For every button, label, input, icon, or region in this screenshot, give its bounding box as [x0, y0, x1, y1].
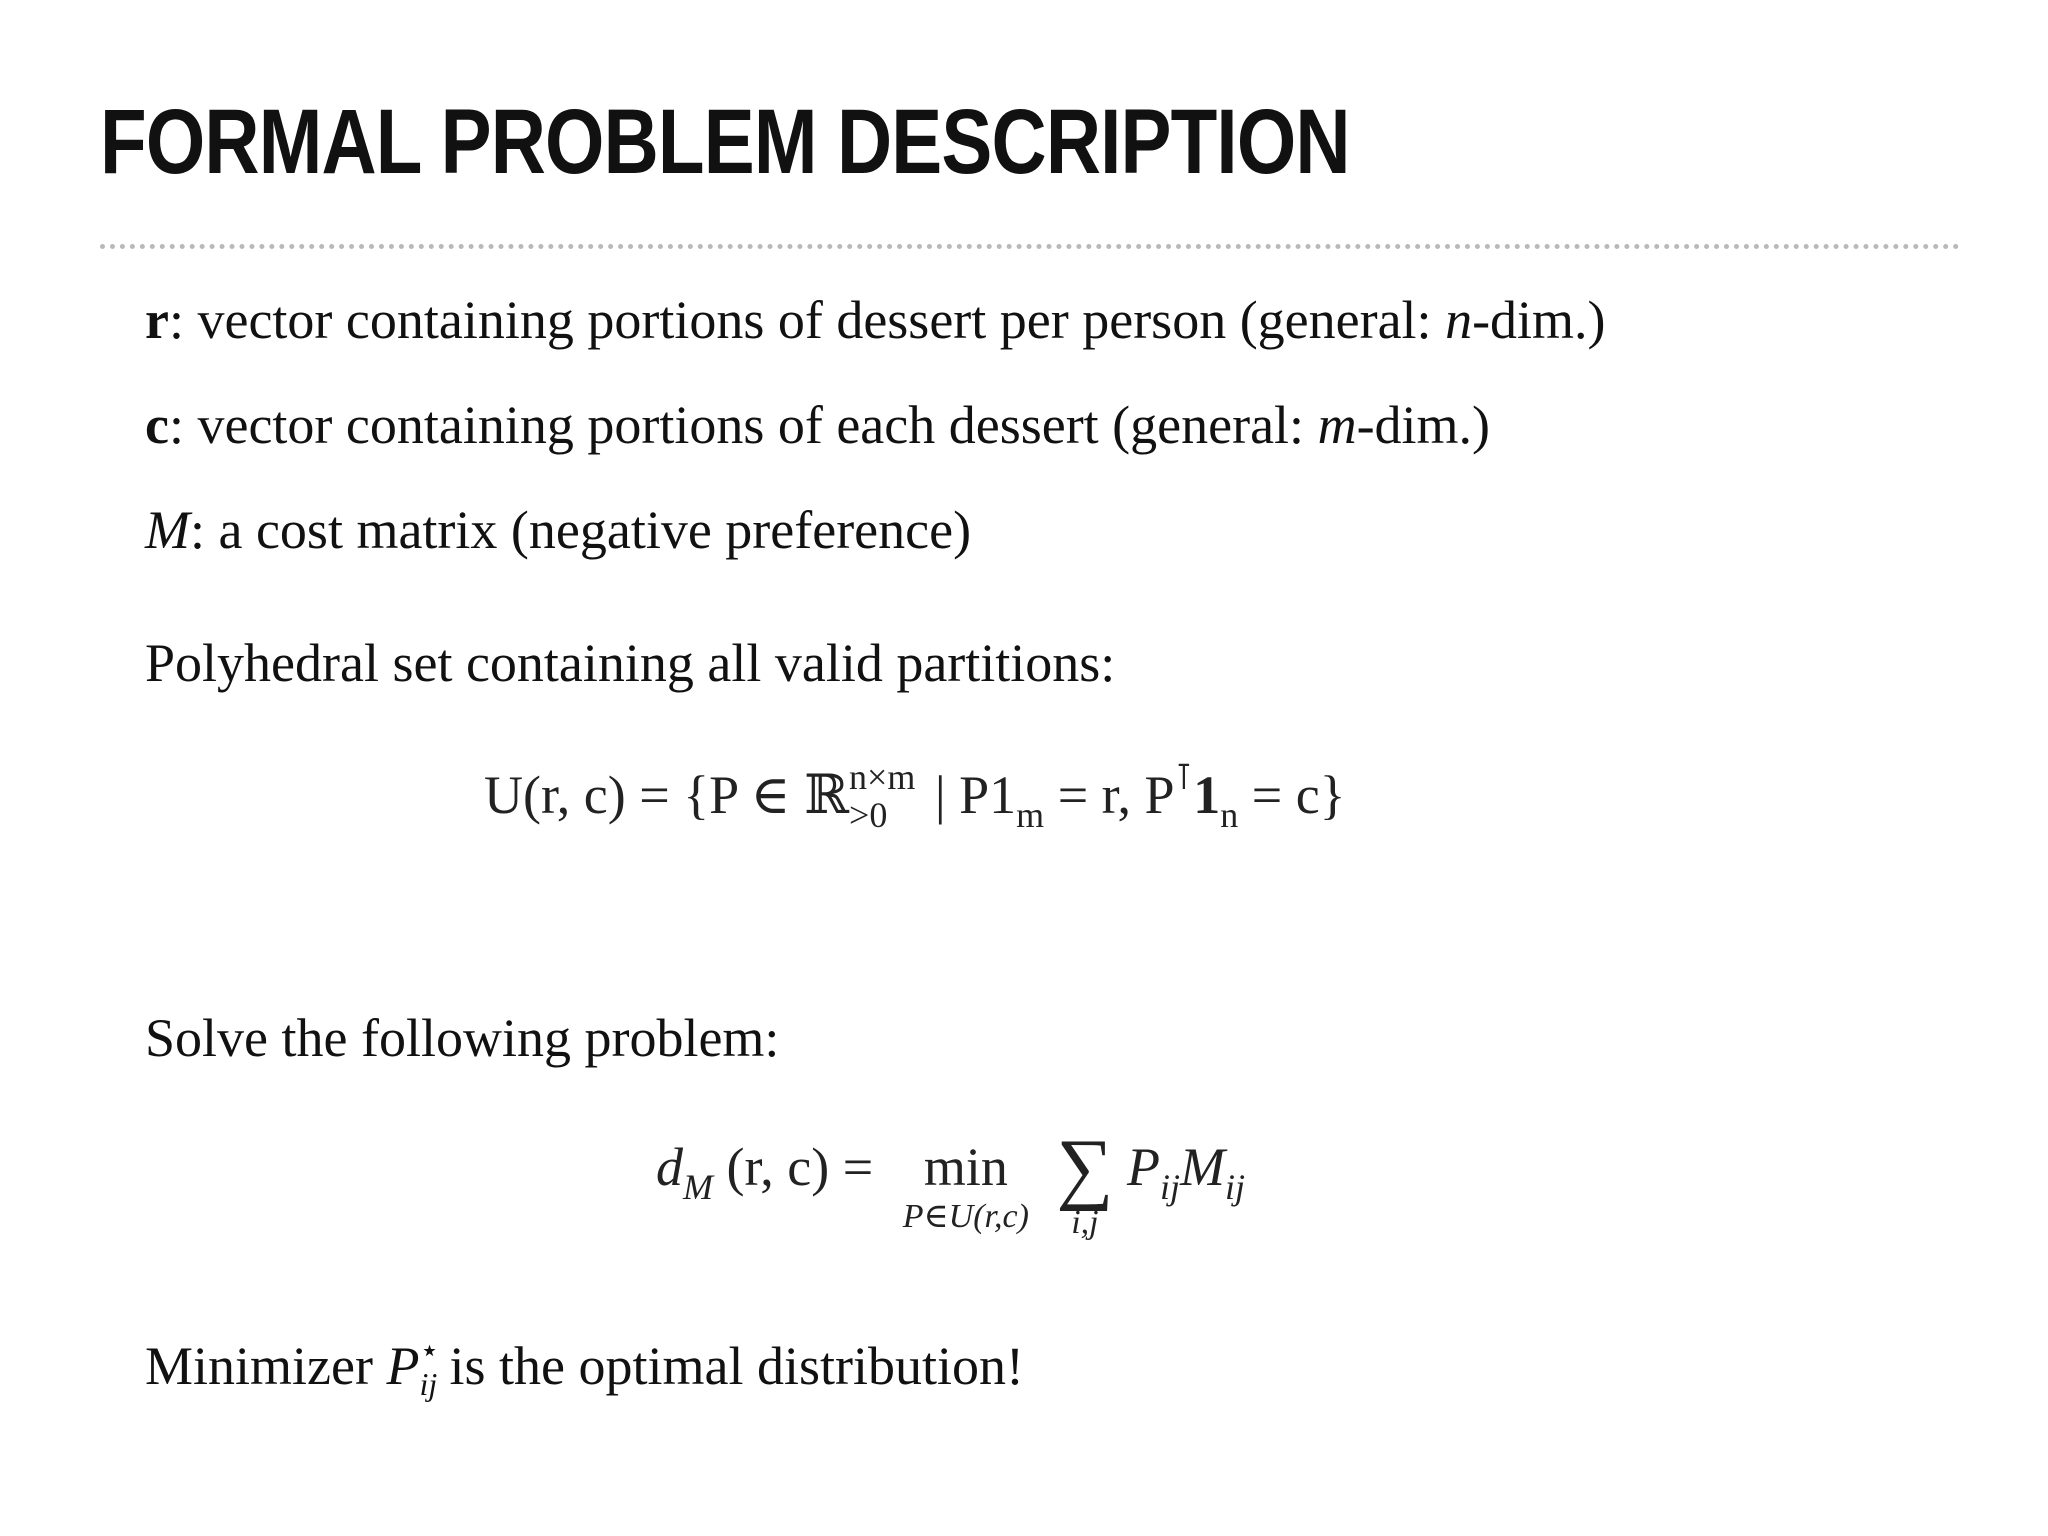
sum-symbol: ∑: [1056, 1124, 1114, 1212]
definition-c-text: : vector containing portions of each dessert (general:: [168, 395, 1318, 455]
real-superscript-subscript: [849, 759, 915, 835]
ones-subscript-n: n: [1220, 795, 1239, 836]
dim-var-n: n: [1445, 290, 1473, 350]
polyhedral-intro: Polyhedral set containing all valid partitions:: [145, 633, 1116, 693]
dim-suffix-n: -dim.): [1472, 290, 1606, 350]
dim-var-m: m: [1317, 395, 1357, 455]
real-superscript: n×m: [849, 757, 916, 797]
minimizer-superscript: ⋆: [419, 1332, 440, 1368]
min-subscript: P∈U(r,c): [902, 1198, 1029, 1235]
term-m: M: [1179, 1137, 1225, 1197]
formula-u-mid: = r, P: [1057, 765, 1175, 826]
dotted-divider: [100, 244, 1960, 249]
distance-arguments: (r, c) =: [726, 1137, 874, 1197]
formula-u-end: = c}: [1251, 765, 1346, 826]
sum-operator: [1056, 1124, 1114, 1241]
conclusion-prefix: Minimizer: [145, 1335, 373, 1396]
conclusion-suffix: is the optimal distribution!: [449, 1335, 1024, 1396]
objective-formula: [656, 1124, 1245, 1244]
dim-suffix-m: -dim.): [1356, 395, 1491, 455]
definition-r-text: : vector containing portions of dessert per person (general:: [168, 290, 1446, 350]
minimizer-variable: P: [386, 1335, 420, 1396]
term-p: P: [1126, 1137, 1160, 1197]
term-m-subscript: ij: [1224, 1167, 1245, 1207]
minimizer-subscript: ij: [419, 1365, 438, 1402]
distance-subscript: M: [683, 1167, 713, 1207]
formula-u-rhs: | P1: [934, 765, 1017, 826]
formula-u-lhs: U(r, c) = {P ∈ ℝ: [484, 765, 850, 826]
term-p-subscript: ij: [1159, 1167, 1180, 1207]
polyhedral-formula: [484, 757, 1346, 839]
min-operator: [902, 1137, 1029, 1235]
transpose-symbol: ⊺: [1174, 757, 1194, 798]
conclusion-line: [145, 1332, 1024, 1405]
problem-intro: Solve the following problem:: [145, 1008, 780, 1068]
sum-subscript: i,j: [1071, 1204, 1099, 1241]
definition-m: [145, 500, 972, 560]
symbol-c: c: [145, 395, 169, 455]
definition-c: [145, 395, 1491, 455]
slide-title: FORMAL PROBLEM DESCRIPTION: [100, 91, 1350, 193]
minimizer-script: [419, 1334, 439, 1401]
ones-n: 1: [1193, 765, 1221, 826]
symbol-r: r: [145, 290, 169, 350]
definition-m-text: : a cost matrix (negative preference): [189, 500, 972, 560]
symbol-m: M: [145, 500, 190, 560]
min-label: min: [923, 1137, 1008, 1197]
real-subscript: >0: [849, 794, 888, 835]
definition-r: [145, 290, 1606, 350]
distance-symbol: d: [656, 1137, 683, 1197]
ones-subscript-m: m: [1016, 795, 1045, 836]
